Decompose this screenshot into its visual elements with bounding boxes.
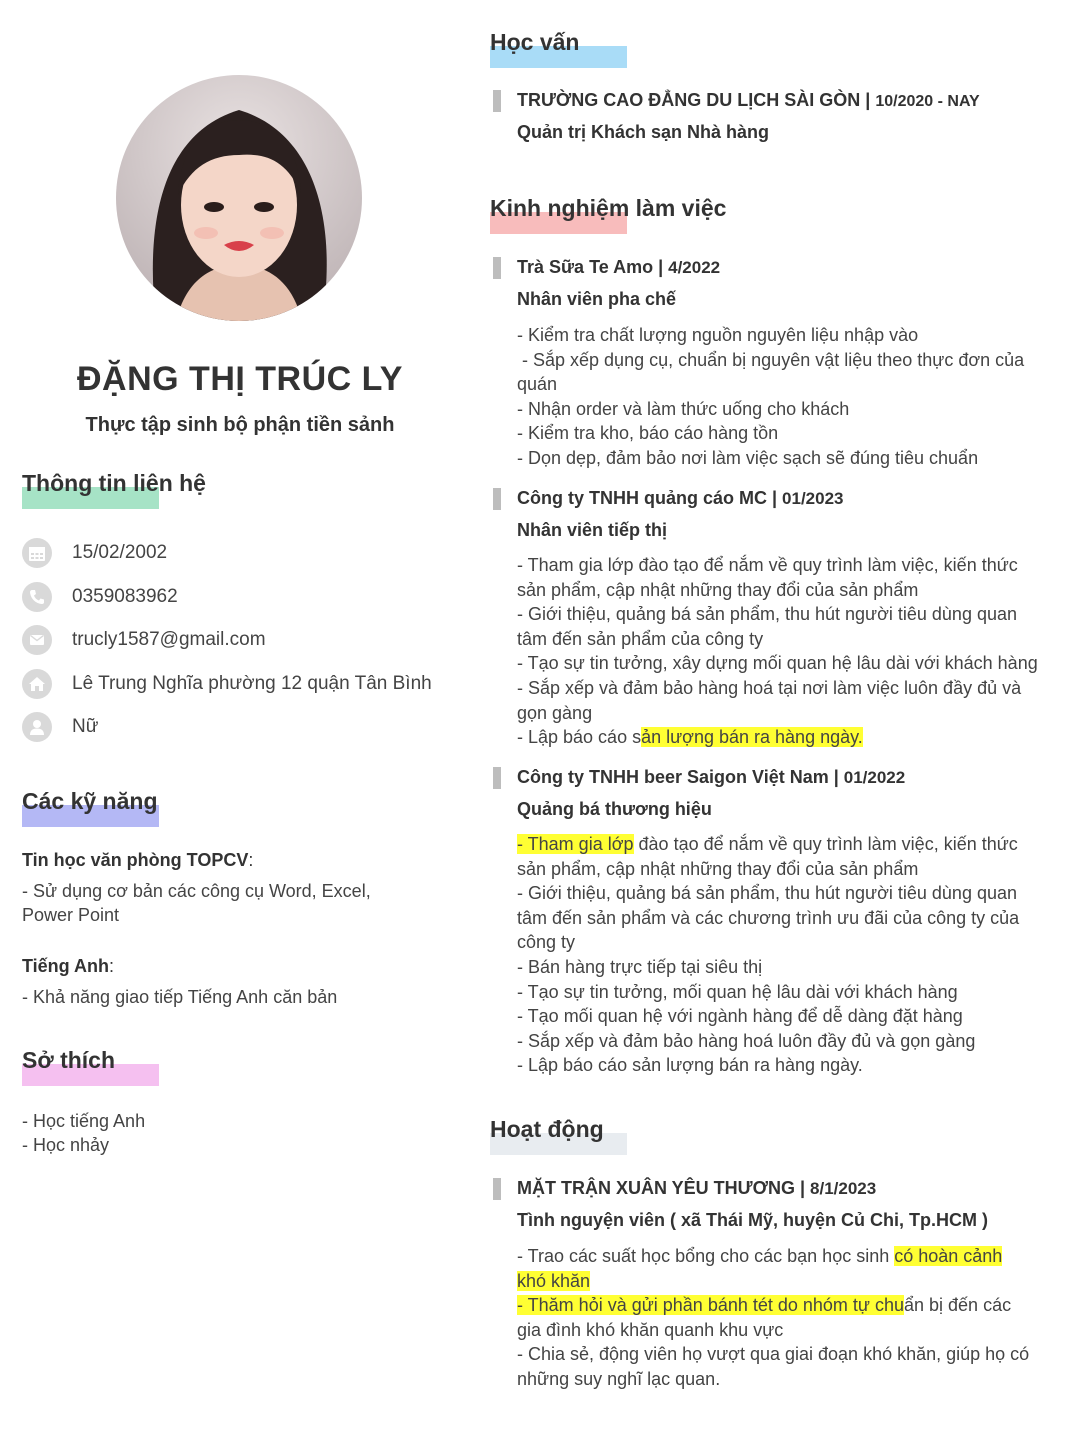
contact-email xyxy=(22,624,266,656)
address-text: Lê Trung Nghĩa phường 12 quận Tân Bình xyxy=(72,673,432,694)
job-1-position: Nhân viên pha chế xyxy=(517,289,677,309)
education-marker xyxy=(493,90,501,112)
user-icon xyxy=(22,712,52,742)
highlighted-text: ản lượng bán ra hàng ngày. xyxy=(641,727,863,748)
contact-birthdate xyxy=(22,537,168,569)
job-3-description: - Tham gia lớp đào tạo để nắm về quy trình làm việc, kiến thức sản phẩm, cập nhật những thay đổi của sản phẩm - Giới thiệu, quảng bá sản phẩm, thu hút người tiêu dùng quan tâm đến sản phẩm và các chương trình ưu đãi của công ty của công ty - Bán hàng trực tiếp tại siêu thị - Tạo sự tin tưởng, mối quan hệ lâu dài với khách hàng - Tạo mối quan hệ với ngành hàng để dễ dàng đặt hàng - Sắp xếp và đảm bảo hàng hoá luôn đầy đủ và gọn gàng - Lập báo cáo sản lượng bán ra hàng ngày. xyxy=(517,834,1020,1076)
skill-office-description: - Sử dụng cơ bản các công cụ Word, Excel, Power Point xyxy=(22,881,371,925)
contact-gender xyxy=(22,711,99,743)
activities-section-title: Hoạt động xyxy=(490,1116,604,1143)
hobbies-section-title: Sở thích xyxy=(22,1047,115,1074)
job-3-marker xyxy=(493,767,501,789)
birthdate-text: 15/02/2002 xyxy=(72,542,168,563)
phone-icon xyxy=(22,582,52,612)
candidate-name: ĐẶNG THỊ TRÚC LY xyxy=(77,360,403,398)
highlighted-text: có hoàn cảnh xyxy=(894,1246,1003,1266)
job-2-marker xyxy=(493,488,501,510)
home-icon xyxy=(22,669,52,699)
experience-section-title: Kinh nghiệm làm việc xyxy=(490,195,726,222)
activity-heading: MẶT TRẬN XUÂN YÊU THƯƠNG | 8/1/2023 xyxy=(517,1178,877,1198)
education-school: TRƯỜNG CAO ĐẲNG DU LỊCH SÀI GÒN | 10/2020 - NAY xyxy=(517,90,980,110)
profile-photo xyxy=(116,75,362,321)
hobbies-list: - Học tiếng Anh - Học nhảy xyxy=(22,1111,146,1155)
contact-section-title: Thông tin liên hệ xyxy=(22,470,206,497)
skills-section-title: Các kỹ năng xyxy=(22,788,158,815)
highlighted-text: khó khăn xyxy=(517,1270,591,1291)
skill-english-heading: Tiếng Anh: xyxy=(22,956,115,976)
highlighted-text: - Thăm hỏi và gửi phần bánh tét do nhóm tự chu xyxy=(517,1295,904,1316)
job-3-heading: Công ty TNHH beer Saigon Việt Nam | 01/2022 xyxy=(517,767,906,787)
activity-marker xyxy=(493,1178,501,1200)
job-1-heading: Trà Sữa Te Amo | 4/2022 xyxy=(517,257,721,277)
phone-text: 0359083962 xyxy=(72,586,178,607)
contact-address xyxy=(22,668,432,700)
education-major: Quản trị Khách sạn Nhà hàng xyxy=(517,122,770,142)
activity-position: Tình nguyện viên ( xã Thái Mỹ, huyện Củ Chi, Tp.HCM ) xyxy=(517,1210,989,1230)
email-icon xyxy=(22,625,52,655)
email-text: trucly1587@gmail.com xyxy=(72,629,266,650)
job-2-description: - Tham gia lớp đào tạo để nắm về quy trình làm việc, kiến thức sản phẩm, cập nhật những thay đổi của sản phẩm - Giới thiệu, quảng bá sản phẩm, thu hút người tiêu dùng quan tâm đến sản phẩm của công ty - Tạo sự tin tưởng, xây dựng mối quan hệ lâu dài với khách hàng - Sắp xếp và đảm bảo hàng hoá tại nơi làm việc luôn đầy đủ và gọn gàng - Lập báo cáo sản lượng bán ra hàng ngày. xyxy=(517,555,1038,748)
job-1-marker xyxy=(493,257,501,279)
contact-phone xyxy=(22,581,178,613)
gender-text: Nữ xyxy=(72,716,99,737)
highlighted-text: - Tham gia lớp xyxy=(517,834,634,854)
job-2-position: Nhân viên tiếp thị xyxy=(517,520,668,540)
education-section-title: Học vấn xyxy=(490,29,579,56)
skill-office-heading: Tin học văn phòng TOPCV: xyxy=(22,850,254,870)
candidate-role: Thực tập sinh bộ phận tiền sảnh xyxy=(85,414,395,436)
job-2-heading: Công ty TNHH quảng cáo MC | 01/2023 xyxy=(517,488,844,508)
activity-description: - Trao các suất học bổng cho các bạn học sinh có hoàn cảnh khó khăn - Thăm hỏi và gửi phần bánh tét do nhóm tự chuẩn bị đến các gia đình khó khăn quanh khu vực - Chia sẻ, động viên họ vượt qua giai đoạn khó khăn, giúp họ có những suy nghĩ lạc quan. xyxy=(517,1246,1030,1389)
job-1-description: - Kiểm tra chất lượng nguồn nguyên liệu nhập vào - Sắp xếp dụng cụ, chuẩn bị nguyên vật liệu theo thực đơn của quán - Nhận order và làm thức uống cho khách - Kiểm tra kho, báo cáo hàng tồn - Dọn dẹp, đảm bảo nơi làm việc sạch sẽ đúng tiêu chuẩn xyxy=(517,325,1025,468)
job-3-position: Quảng bá thương hiệu xyxy=(517,799,712,819)
skill-english-description: - Khả năng giao tiếp Tiếng Anh căn bản xyxy=(22,987,338,1007)
calendar-icon xyxy=(22,538,52,568)
